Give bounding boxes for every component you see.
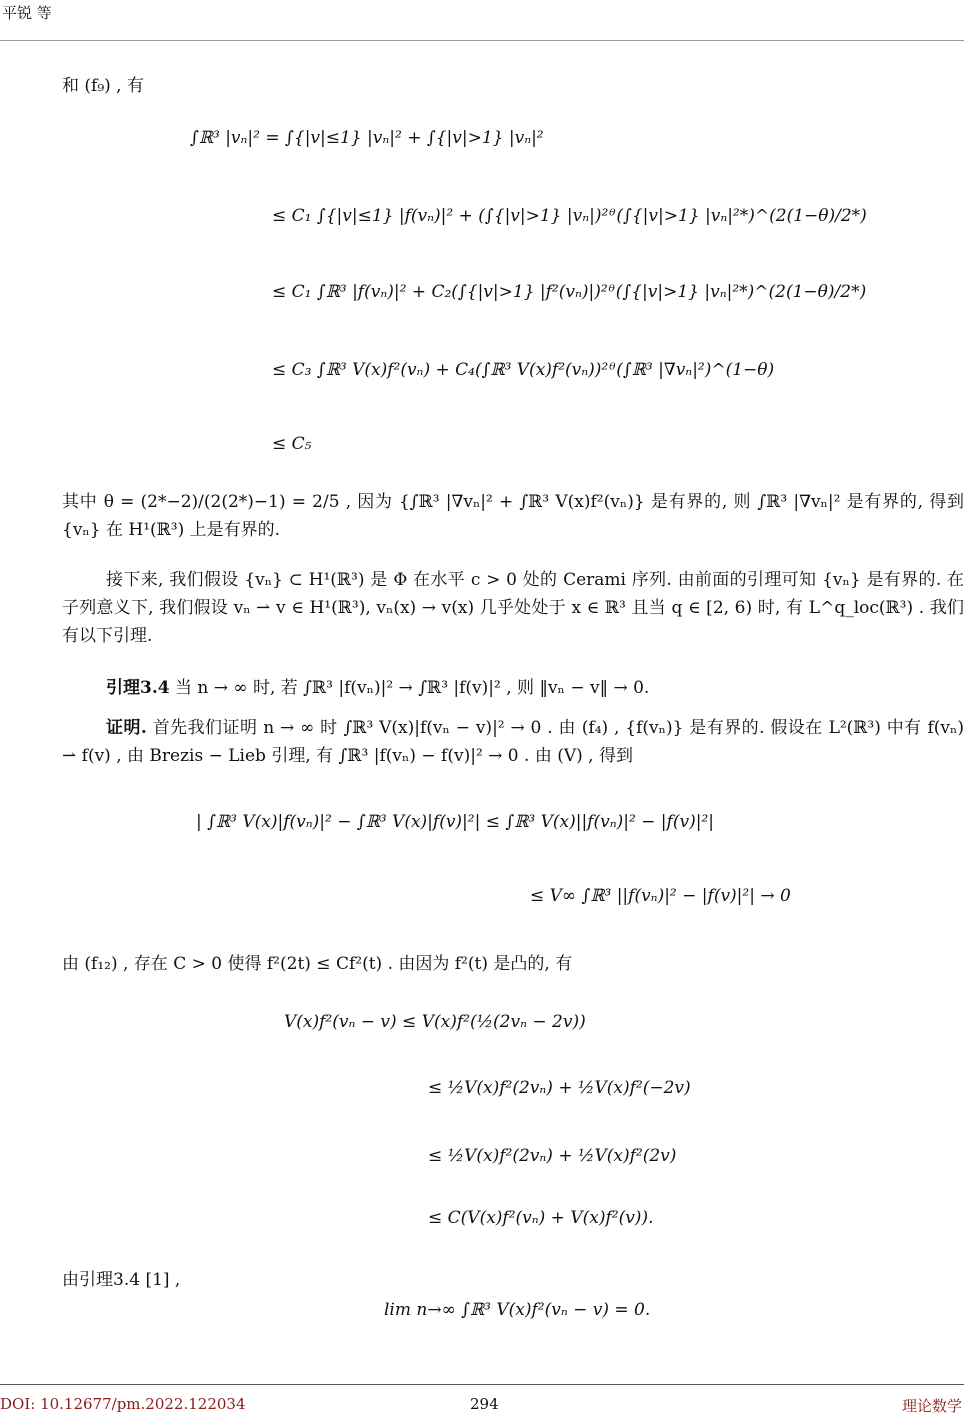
equation-3-line-3: ≤ ½V(x)f²(2vₙ) + ½V(x)f²(2v) [428, 1146, 677, 1166]
equation-4: lim n→∞ ∫ℝ³ V(x)f²(vₙ − v) = 0. [384, 1300, 651, 1320]
lemma-label: 引理3.4 [106, 678, 170, 698]
equation-3-line-1: V(x)f²(vₙ − v) ≤ V(x)f²(½(2vₙ − 2v)) [284, 1012, 586, 1032]
equation-1-line-1: ∫ℝ³ |vₙ|² = ∫{|v|≤1} |vₙ|² + ∫{|v|>1} |vₙ|² [190, 128, 544, 148]
equation-2-line-2: ≤ V∞ ∫ℝ³ ||f(vₙ)|² − |f(v)|²| → 0 [530, 886, 791, 906]
proof-text: 首先我们证明 n → ∞ 时 ∫ℝ³ V(x)|f(vₙ − v)|² → 0 . 由 (f₄) , {f(vₙ)} 是有界的. 假设在 L²(ℝ³) 中有 f(vₙ) ⇀ f(v) , 由 Brezis − Lieb 引理, 有 ∫ℝ³ |f(vₙ) − f(v)|² → 0 . 由 (V) , 得到 [62, 718, 964, 766]
page-header [0, 0, 964, 41]
footer-page-number: 294 [470, 1395, 499, 1413]
intro-text: 和 (f₉) , 有 [62, 76, 144, 96]
paragraph-2: 接下来, 我们假设 {vₙ} ⊂ H¹(ℝ³) 是 Φ 在水平 c > 0 处的 Cerami 序列. 由前面的引理可知 {vₙ} 是有界的. 在子列意义下, 我们假设 vₙ ⇀ v ∈ H¹(ℝ³), vₙ(x) → v(x) 几乎处处于 x ∈ ℝ³ 且当 q ∈ [2, 6) 时, 有 L^q_loc(ℝ³) . 我们有以下引理. [62, 570, 964, 646]
equation-3-line-2: ≤ ½V(x)f²(2vₙ) + ½V(x)f²(−2v) [428, 1078, 691, 1098]
equation-1-line-5: ≤ C₅ [272, 434, 312, 454]
page-footer [0, 1384, 964, 1415]
paragraph-1: 其中 θ = (2*−2)/(2(2*)−1) = 2/5 , 因为 {∫ℝ³ |∇vₙ|² + ∫ℝ³ V(x)f²(vₙ)} 是有界的, 则 ∫ℝ³ |∇vₙ|² 是有界的, 得到 {vₙ} 在 H¹(ℝ³) 上是有界的. [62, 492, 964, 540]
paragraph-3: 由 (f₁₂) , 存在 C > 0 使得 f²(2t) ≤ Cf²(t) . 由因为 f²(t) 是凸的, 有 [62, 954, 573, 974]
equation-1-line-2: ≤ C₁ ∫{|v|≤1} |f(vₙ)|² + (∫{|v|>1} |vₙ|)²ᶿ(∫{|v|>1} |vₙ|²*)^(2(1−θ)/2*) [272, 206, 867, 226]
equation-3-line-4: ≤ C(V(x)f²(vₙ) + V(x)f²(v)). [428, 1208, 654, 1228]
proof-paragraph [62, 714, 964, 770]
equation-1-line-3: ≤ C₁ ∫ℝ³ |f(vₙ)|² + C₂(∫{|v|>1} |f²(vₙ)|)²ᶿ(∫{|v|>1} |vₙ|²*)^(2(1−θ)/2*) [272, 282, 867, 302]
equation-2-line-1: | ∫ℝ³ V(x)|f(vₙ)|² − ∫ℝ³ V(x)|f(v)|²| ≤ ∫ℝ³ V(x)||f(vₙ)|² − |f(v)|²| [196, 812, 714, 832]
equation-1-line-4: ≤ C₃ ∫ℝ³ V(x)f²(vₙ) + C₄(∫ℝ³ V(x)f²(vₙ))²ᶿ(∫ℝ³ |∇vₙ|²)^(1−θ) [272, 360, 775, 380]
lemma-3-4 [106, 674, 964, 702]
header-authors: 平锐 等 [2, 4, 52, 22]
paragraph-4: 由引理3.4 [1] , [62, 1270, 181, 1290]
footer-doi-link[interactable]: DOI: 10.12677/pm.2022.122034 [0, 1395, 246, 1413]
lemma-text: 当 n → ∞ 时, 若 ∫ℝ³ |f(vₙ)|² → ∫ℝ³ |f(v)|² , 则 ‖vₙ − v‖ → 0. [174, 678, 650, 698]
proof-label: 证明. [106, 718, 147, 738]
footer-journal-link[interactable]: 理论数学 [901, 1397, 962, 1415]
